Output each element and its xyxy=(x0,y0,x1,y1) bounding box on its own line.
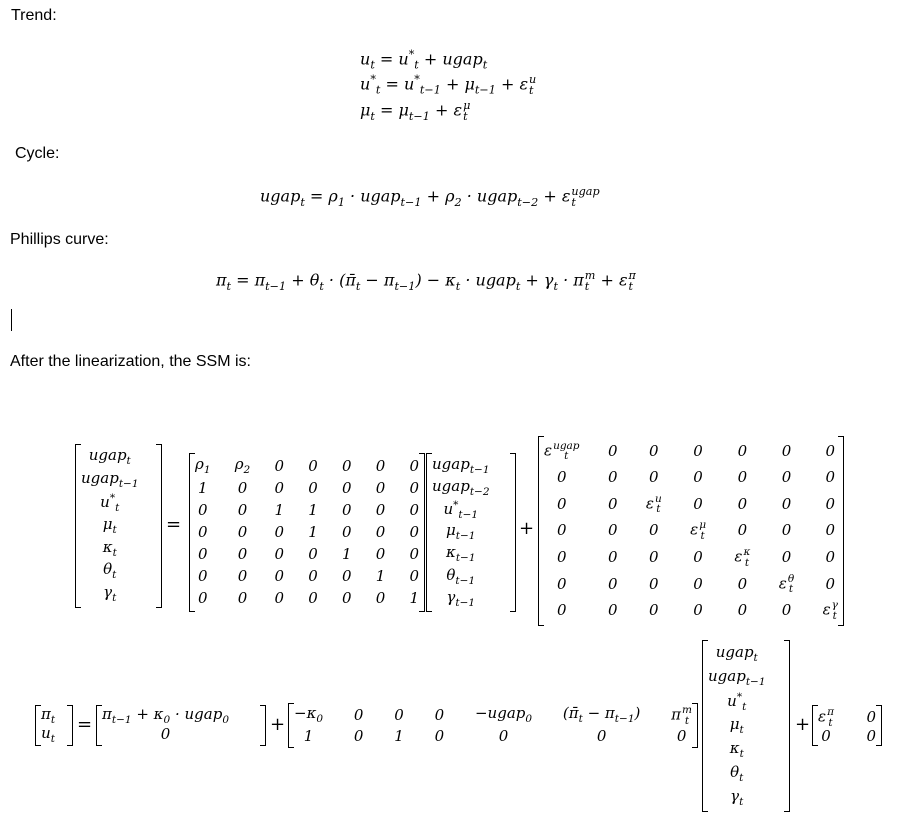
matrix-cell: 0 xyxy=(825,548,836,567)
matrix-cell: ε u t xyxy=(645,492,662,516)
matrix-cell: $u_t$ xyxy=(41,723,55,745)
observation-noise-matrix xyxy=(812,705,882,746)
matrix-cell: 1 xyxy=(274,500,284,519)
matrix-cell: 0 xyxy=(676,726,687,745)
matrix-cell: 0 xyxy=(866,726,876,745)
matrix-cell: 0 xyxy=(394,706,404,724)
trend-heading: Trend: xyxy=(11,7,57,24)
matrix-cell: 0 xyxy=(341,567,352,586)
matrix-cell: 0 xyxy=(693,548,703,567)
matrix-cell: 1 xyxy=(197,478,208,497)
constant-vector xyxy=(96,705,266,746)
matrix-cell: 1 xyxy=(341,545,352,564)
matrix-cell: 0 xyxy=(237,589,248,608)
matrix-cell: 0 xyxy=(693,494,703,513)
matrix-cell: $u^*_{t-1}$ xyxy=(443,499,479,522)
matrix-cell: $\rho_1$ xyxy=(195,454,211,476)
matrix-cell: $\pi_t$ xyxy=(41,705,56,726)
matrix-cell: 0 xyxy=(274,478,284,497)
equals-sign: = xyxy=(166,514,182,535)
matrix-cell: $\rho_2$ xyxy=(234,454,251,476)
matrix-cell: 0 xyxy=(781,601,792,620)
matrix-cell: −ugap$_0$ xyxy=(474,704,533,726)
matrix-cell: $\theta_t$ xyxy=(103,560,117,582)
matrix-cell: 0 xyxy=(308,478,318,497)
matrix-cell: 0 xyxy=(781,441,792,460)
linearization-heading: After the linearization, the SSM is: xyxy=(10,353,251,370)
matrix-cell: ε θ t xyxy=(778,572,795,596)
matrix-cell: 0 xyxy=(737,601,748,620)
matrix-cell: 0 xyxy=(375,522,386,541)
matrix-cell: ugap$_t$ xyxy=(88,446,131,468)
matrix-cell: 0 xyxy=(237,545,248,564)
matrix-cell: 0 xyxy=(556,468,567,487)
matrix-cell: $\gamma_t$ xyxy=(103,583,117,605)
matrix-cell: 0 xyxy=(649,521,659,540)
matrix-cell: 0 xyxy=(607,548,618,567)
matrix-cell: ε π t xyxy=(818,706,834,729)
matrix-cell: 0 xyxy=(274,522,284,541)
matrix-cell: 0 xyxy=(649,548,659,567)
matrix-cell: 0 xyxy=(274,589,284,608)
matrix-cell: 0 xyxy=(825,494,836,513)
matrix-cell: 0 xyxy=(649,441,659,460)
matrix-cell: 0 xyxy=(375,500,386,519)
matrix-cell: ugap$_{t-1}$ xyxy=(708,666,766,688)
matrix-cell: 0 xyxy=(308,589,318,608)
matrix-cell: 0 xyxy=(308,456,318,475)
matrix-cell: ugap$_{t-1}$ xyxy=(81,469,139,491)
matrix-cell: 0 xyxy=(825,441,836,460)
plus-sign: + xyxy=(519,518,535,539)
matrix-cell: $\theta_{t-1}$ xyxy=(446,565,476,587)
trend-eq-3: $\mu_t = \mu_{t-1} + \varepsilon$ μ t xyxy=(360,99,471,124)
matrix-cell: 0 xyxy=(825,521,836,540)
matrix-cell: 0 xyxy=(274,567,284,586)
matrix-cell: 0 xyxy=(197,500,208,519)
text-cursor xyxy=(11,309,12,331)
matrix-cell: 0 xyxy=(237,522,248,541)
cycle-eq: ugap$_t$ = $\rho_1$ · ugap$_{t-1}$ + $\rho_2$ · ugap$_{t-2}$ + ε ugap t xyxy=(260,185,600,210)
trend-eq-1: $u_t = u^*_t$ + ugap$_t$ xyxy=(360,48,488,72)
matrix-cell: 0 xyxy=(197,522,208,541)
noise-matrix xyxy=(538,436,844,626)
matrix-cell: 0 xyxy=(409,478,419,497)
cycle-heading: Cycle: xyxy=(15,145,60,162)
matrix-cell: 0 xyxy=(375,589,386,608)
matrix-cell: 0 xyxy=(409,500,419,519)
matrix-cell: 0 xyxy=(341,522,352,541)
matrix-cell: ε γ t xyxy=(822,599,838,622)
lagged-state-vector xyxy=(426,453,516,612)
matrix-cell: 0 xyxy=(237,478,248,497)
matrix-cell: 0 xyxy=(607,441,618,460)
matrix-cell: 0 xyxy=(737,468,748,487)
matrix-cell: 0 xyxy=(649,601,659,620)
matrix-cell: 0 xyxy=(274,545,284,564)
matrix-cell: 0 xyxy=(607,521,618,540)
matrix-cell: $\pi_{t-1} + \kappa_0$ · ugap$_0$ xyxy=(102,705,230,726)
matrix-cell: 0 xyxy=(737,574,748,593)
matrix-cell: 0 xyxy=(781,521,792,540)
matrix-cell: $\kappa_{t-1}$ xyxy=(445,543,476,565)
matrix-cell: 0 xyxy=(825,574,836,593)
matrix-cell: 0 xyxy=(375,456,386,475)
matrix-cell: 0 xyxy=(375,478,386,497)
matrix-cell: 0 xyxy=(607,494,618,513)
matrix-cell: 0 xyxy=(375,545,386,564)
matrix-cell: ugap$_{t-1}$ xyxy=(432,454,490,476)
matrix-cell: 0 xyxy=(693,441,703,460)
matrix-cell: 1 xyxy=(409,589,419,608)
state-vector xyxy=(75,444,162,608)
matrix-cell: 0 xyxy=(341,456,352,475)
matrix-cell: 0 xyxy=(556,548,567,567)
matrix-cell: π m t xyxy=(671,704,692,727)
matrix-cell: 0 xyxy=(274,456,284,475)
matrix-cell: 0 xyxy=(409,456,419,475)
matrix-cell: 1 xyxy=(375,567,386,586)
state-vector-obs xyxy=(702,640,790,812)
matrix-cell: $-\kappa_0$ xyxy=(294,704,324,726)
matrix-cell: 0 xyxy=(693,601,703,620)
matrix-cell: 0 xyxy=(607,601,618,620)
plus-sign-obs: + xyxy=(270,714,286,735)
matrix-cell: 0 xyxy=(197,567,208,586)
matrix-cell: 0 xyxy=(781,548,792,567)
matrix-cell: 0 xyxy=(498,726,509,745)
matrix-cell: $\gamma_t$ xyxy=(730,786,744,808)
matrix-cell: 0 xyxy=(341,589,352,608)
matrix-cell: 0 xyxy=(825,468,836,487)
matrix-cell: 0 xyxy=(693,574,703,593)
matrix-cell: 0 xyxy=(237,500,248,519)
matrix-cell: $(\pī_t - \pi_{t-1})$ xyxy=(562,704,641,726)
matrix-cell: 1 xyxy=(308,522,318,541)
matrix-cell: 0 xyxy=(607,468,618,487)
matrix-cell: 0 xyxy=(649,574,659,593)
matrix-cell: 1 xyxy=(303,726,314,745)
matrix-cell: 0 xyxy=(341,478,352,497)
matrix-cell: 0 xyxy=(649,468,659,487)
phillips-eq: $\pi_t = \pi_{t-1} + \theta_t$ · $(\pī_t - \pi_{t-1}) - \kappa_t$ · ugap$_t$ + $\gamma_t \cdot \pi$ m t + ε π t xyxy=(216,269,636,294)
matrix-cell: 0 xyxy=(308,567,318,586)
matrix-cell: $\gamma_{t-1}$ xyxy=(446,587,476,609)
matrix-cell: 0 xyxy=(781,468,792,487)
matrix-cell: 0 xyxy=(353,726,364,745)
matrix-cell: 0 xyxy=(866,708,876,726)
matrix-cell: ugap$_{t-2}$ xyxy=(432,476,490,498)
matrix-cell: 0 xyxy=(781,494,792,513)
matrix-cell: $\mu_{t-1}$ xyxy=(446,521,476,543)
matrix-cell: 0 xyxy=(737,521,748,540)
matrix-cell: 0 xyxy=(197,545,208,564)
observation-vector xyxy=(35,705,73,746)
matrix-cell: 0 xyxy=(409,567,419,586)
matrix-cell: 0 xyxy=(821,726,831,745)
matrix-cell: $\theta_t$ xyxy=(730,762,744,784)
matrix-cell: $\kappa_t$ xyxy=(729,738,744,760)
matrix-cell: $\mu_t$ xyxy=(729,714,744,736)
matrix-cell: $\mu_t$ xyxy=(102,514,117,536)
matrix-cell: 0 xyxy=(341,500,352,519)
matrix-cell: 0 xyxy=(556,494,567,513)
transition-matrix xyxy=(189,453,425,612)
observation-matrix xyxy=(288,703,698,748)
plus-sign-obs-2: + xyxy=(795,714,811,735)
matrix-cell: 0 xyxy=(160,725,171,744)
matrix-cell: 0 xyxy=(409,545,419,564)
matrix-cell: ε κ t xyxy=(734,546,751,569)
equals-sign-obs: = xyxy=(77,714,93,735)
phillips-heading: Phillips curve: xyxy=(10,231,109,248)
matrix-cell: 0 xyxy=(737,494,748,513)
matrix-cell: 0 xyxy=(693,468,703,487)
matrix-cell: 0 xyxy=(434,706,445,724)
matrix-cell: 0 xyxy=(556,574,567,593)
matrix-cell: 0 xyxy=(556,521,567,540)
matrix-cell: 0 xyxy=(308,545,318,564)
matrix-cell: 0 xyxy=(237,567,248,586)
trend-eq-2: $u^*_t = u^*_{t-1} + \mu_{t-1} + \varepsilon$ u t xyxy=(360,72,537,97)
matrix-cell: 0 xyxy=(197,589,208,608)
matrix-cell: ugap$_t$ xyxy=(715,642,758,664)
matrix-cell: $u^*_t$ xyxy=(100,491,120,514)
matrix-cell: 0 xyxy=(556,601,567,620)
matrix-cell: 0 xyxy=(737,441,748,460)
matrix-cell: ε ugap t xyxy=(544,439,580,463)
matrix-cell: 1 xyxy=(308,500,318,519)
matrix-cell: 1 xyxy=(394,726,404,745)
matrix-cell: $\kappa_t$ xyxy=(102,537,117,559)
matrix-cell: 0 xyxy=(596,726,607,745)
matrix-cell: $u^*_t$ xyxy=(727,690,747,713)
matrix-cell: 0 xyxy=(409,522,419,541)
matrix-cell: 0 xyxy=(434,726,445,745)
matrix-cell: ε μ t xyxy=(690,519,707,542)
matrix-cell: 0 xyxy=(607,574,618,593)
matrix-cell: 0 xyxy=(353,706,364,724)
